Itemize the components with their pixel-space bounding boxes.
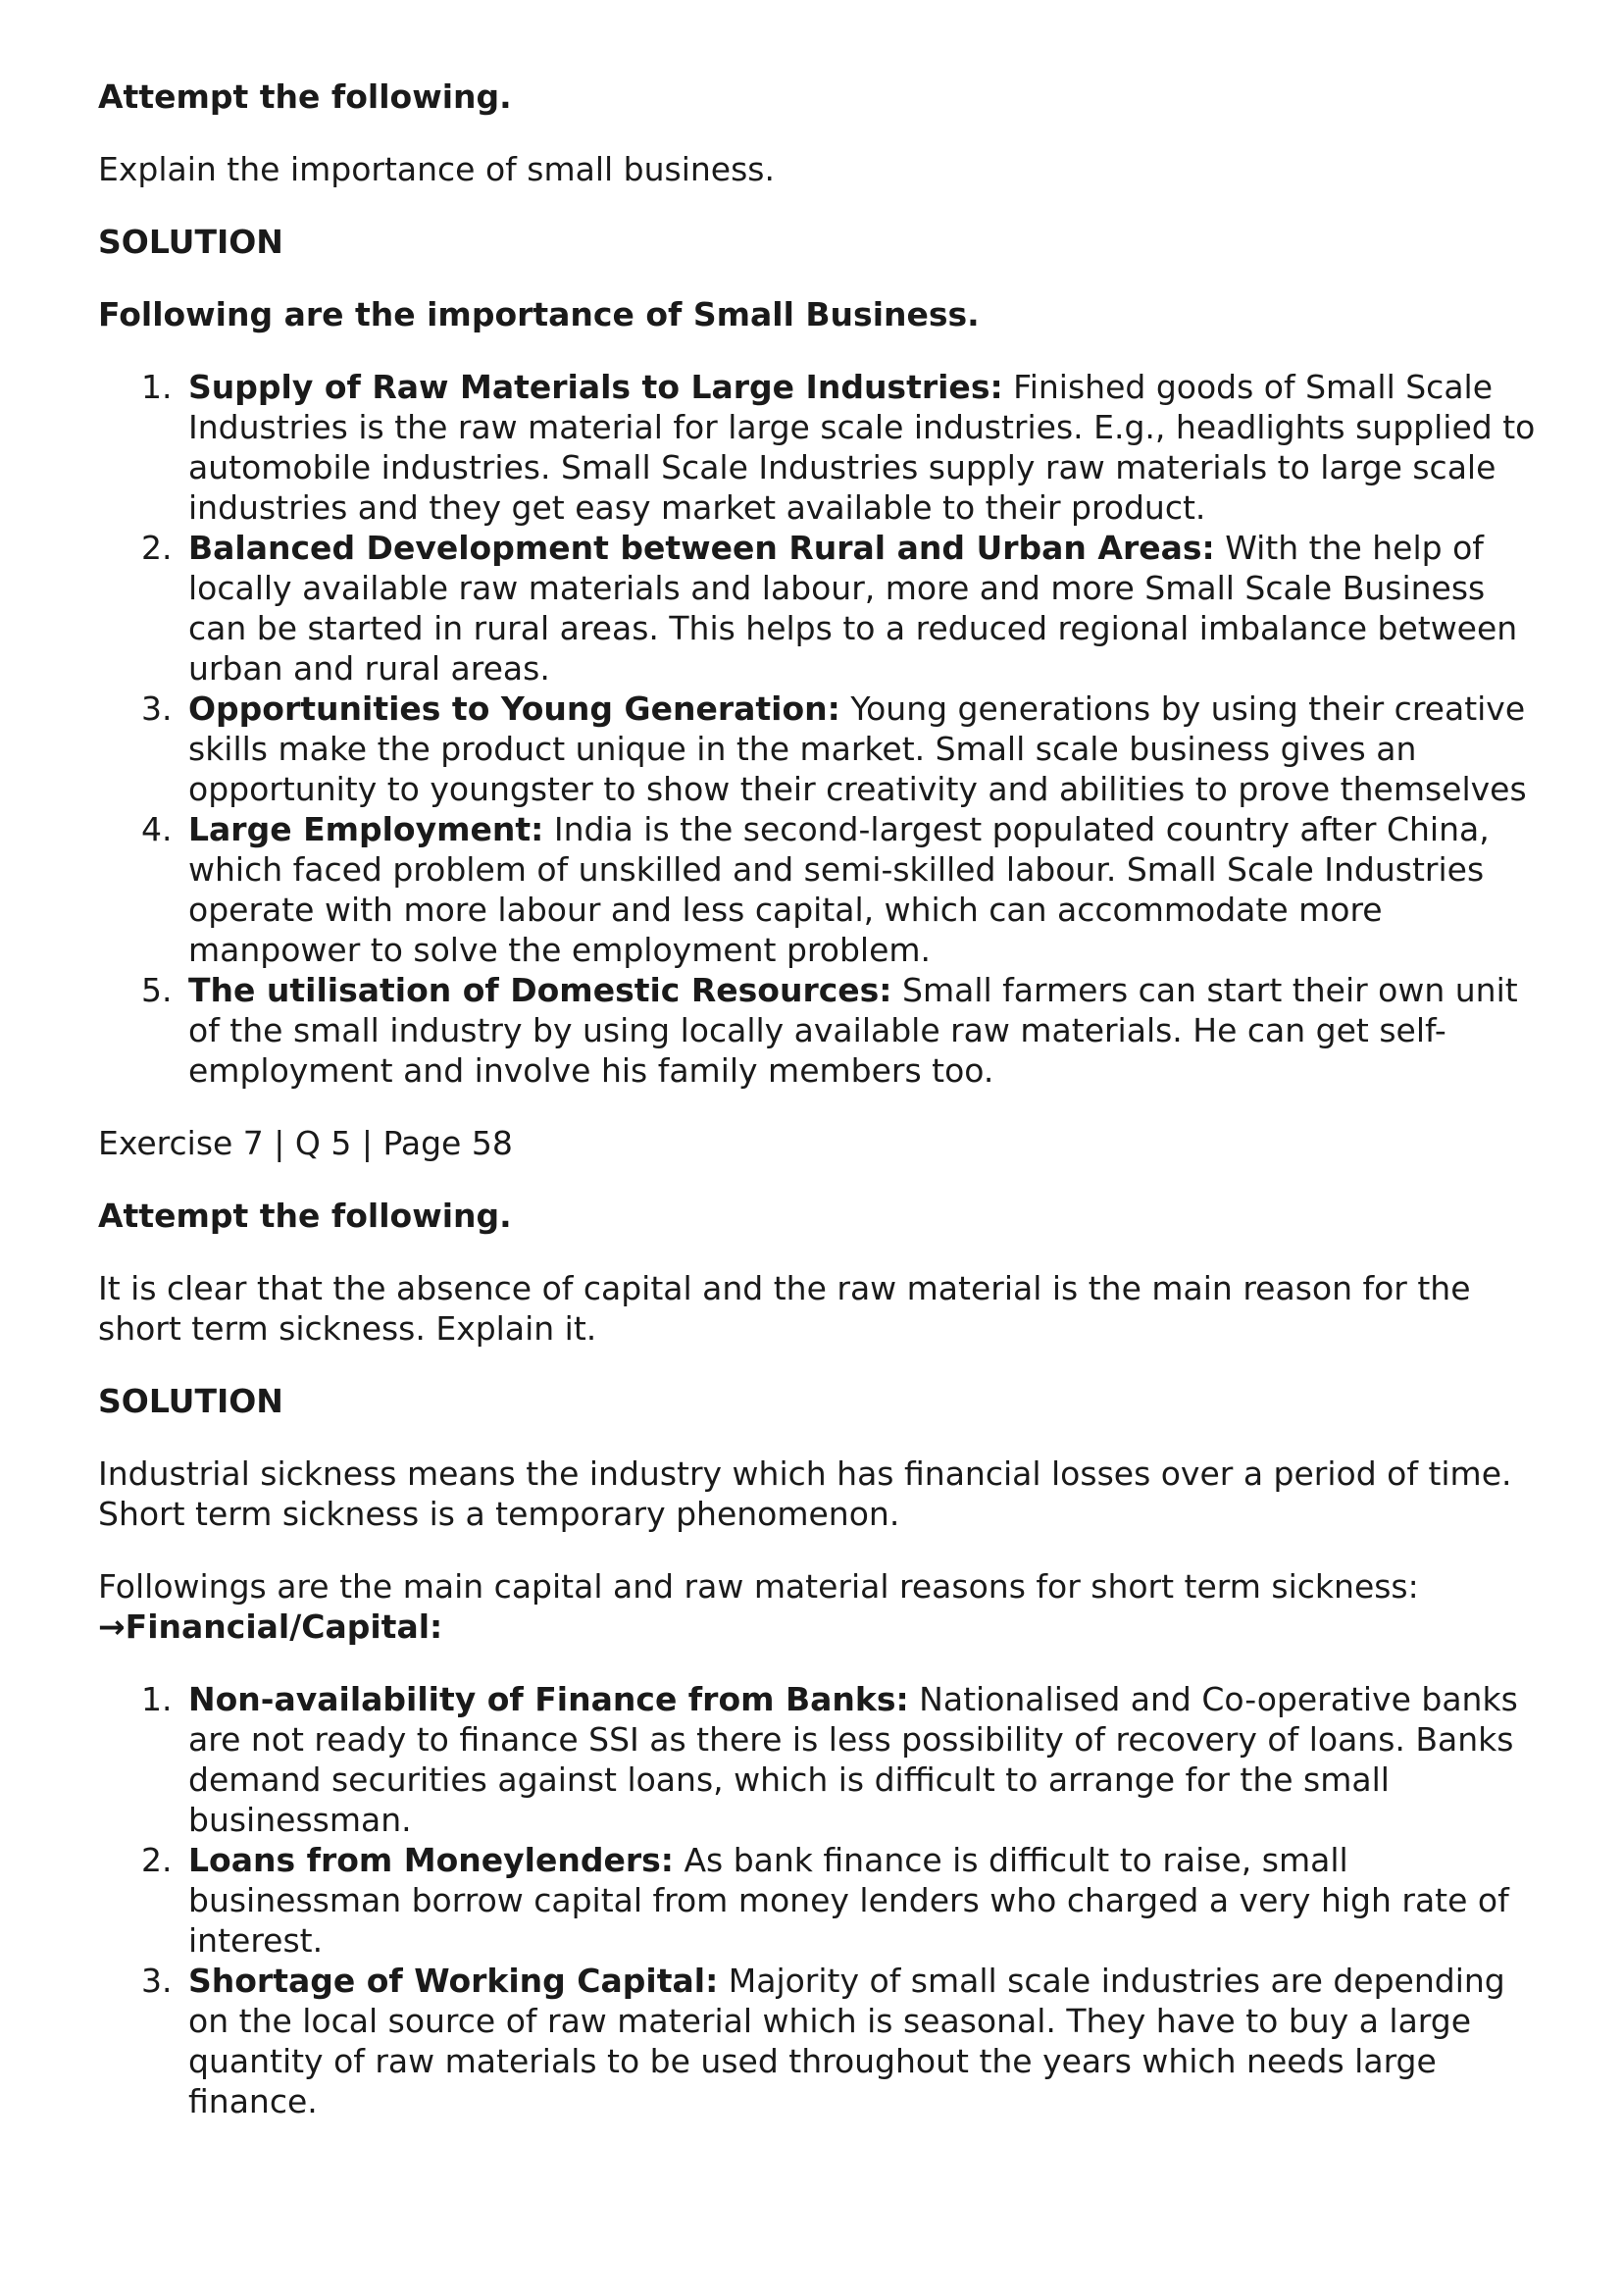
item-text: India is the second-largest populated country after China, which faced problem of unskilled and semi-skilled labour. Small Scale Industries operate with more labour and less capital, which can accommodate more manpower to solve the employment problem. [188,810,1490,969]
item-text: Majority of small scale industries are depending on the local source of raw material which is seasonal. They have to buy a large quantity of raw materials to be used throughout the years which needs large finance. [188,1962,1505,2120]
item-text: Young generations by using their creative skills make the product unique in the market. Small scale business gives an opportunity to youngster to show their creativity and abilities to prove themselves [188,689,1527,808]
list-number: 3. [141,1962,173,2000]
list-number: 1. [141,368,173,406]
list-item [98,689,1545,809]
list-item [98,1840,1545,1961]
list-item [98,809,1545,970]
item-term: Opportunities to Young Generation: [188,689,840,728]
item-term: Supply of Raw Materials to Large Industries: [188,368,1003,406]
item-text: Nationalised and Co-operative banks are not ready to finance SSI as there is less possibility of recovery of loans. Banks demand securities against loans, which is difficult to arrange for the small businessman. [188,1680,1518,1839]
exercise-reference: Exercise 7 | Q 5 | Page 58 [98,1124,513,1162]
list-item [98,1961,1545,2121]
list-number: 3. [141,689,173,728]
item-text: As bank finance is difficult to raise, small businessman borrow capital from money lenders who charged a very high rate of interest. [188,1841,1509,1960]
financial-capital-subheading: →Financial/Capital: [98,1607,443,1646]
sickness-definition: Industrial sickness means the industry which has financial losses over a period of time. Short term sickness is a temporary phenomenon. [98,1454,1512,1533]
section2-solution-label: SOLUTION [98,1382,283,1420]
item-text: Finished goods of Small Scale Industries is the raw material for large scale industries. E.g., headlights supplied to automobile industries. Small Scale Industries supply raw materials to large scale industries and they get easy market available to their product. [188,368,1536,527]
section1-question: Explain the importance of small business. [98,150,775,188]
section1-heading: Attempt the following. [98,77,512,116]
document-page [98,77,1545,2121]
item-term: Shortage of Working Capital: [188,1962,719,2000]
section2-question: It is clear that the absence of capital and the raw material is the main reason for the short term sickness. Explain it. [98,1269,1471,1348]
list-item [98,367,1545,528]
list-number: 2. [141,529,173,567]
list-number: 5. [141,971,173,1009]
section1-solution-label: SOLUTION [98,223,283,261]
item-text: With the help of locally available raw materials and labour, more and more Small Scale Business can be started in rural areas. This helps to a reduced regional imbalance between urban and rural areas. [188,529,1518,688]
list-item [98,1679,1545,1840]
importance-list [98,367,1545,1091]
item-term: Large Employment: [188,810,544,848]
list-item [98,528,1545,689]
list-number: 4. [141,810,173,848]
item-term: The utilisation of Domestic Resources: [188,971,892,1009]
section1-intro: Following are the importance of Small Business. [98,295,980,333]
item-term: Loans from Moneylenders: [188,1841,674,1879]
list-item [98,970,1545,1091]
capital-reasons-list [98,1679,1545,2121]
item-term: Non-availability of Finance from Banks: [188,1680,909,1718]
item-term: Balanced Development between Rural and Urban Areas: [188,529,1215,567]
list-number: 2. [141,1841,173,1879]
section2-heading: Attempt the following. [98,1197,512,1235]
list-number: 1. [141,1680,173,1718]
item-text: Small farmers can start their own unit of the small industry by using locally available raw materials. He can get self-employment and involve his family members too. [188,971,1518,1090]
reasons-intro: Followings are the main capital and raw material reasons for short term sickness: [98,1567,1419,1606]
